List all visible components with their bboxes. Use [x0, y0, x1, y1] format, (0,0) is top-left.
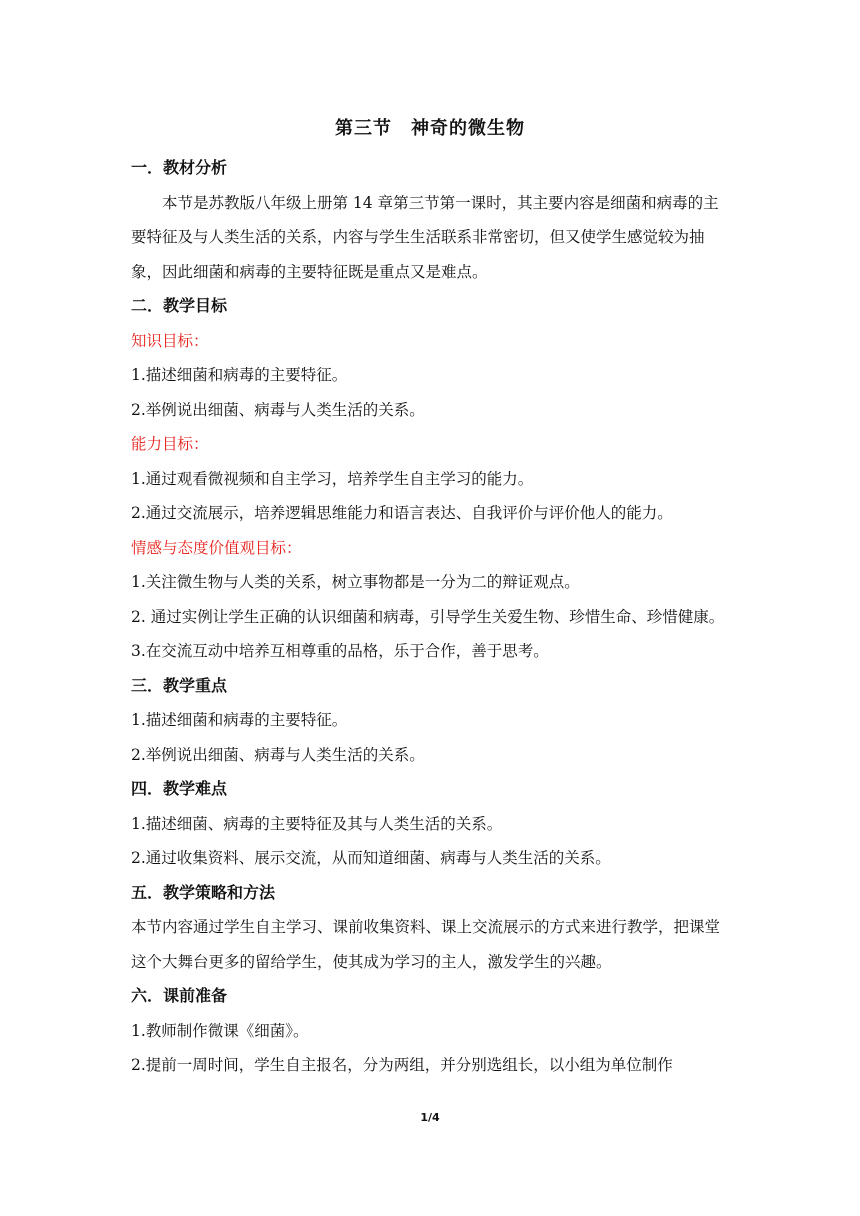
difficulty-item: 2.通过收集资料、展示交流，从而知道细菌、病毒与人类生活的关系。 [131, 849, 611, 867]
key-point-item: 1.描述细菌和病毒的主要特征。 [131, 711, 348, 729]
knowledge-objective-item: 2.举例说出细菌、病毒与人类生活的关系。 [131, 400, 425, 419]
emotion-objective-item: 3.在交流互动中培养互相尊重的品格，乐于合作，善于思考。 [131, 642, 549, 660]
preparation-item: 1.教师制作微课《细菌》。 [131, 1021, 309, 1040]
section-heading-key-points: 三．教学重点 [131, 675, 228, 695]
section-heading-strategies: 五．教学策略和方法 [131, 882, 276, 902]
section-heading-preparation: 六．课前准备 [131, 986, 228, 1005]
emotion-objective-item: 2. 通过实例让学生正确的认识细菌和病毒，引导学生关爱生物、珍惜生命、珍惜健康。 [131, 607, 725, 626]
ability-objective-item: 2.通过交流展示，培养逻辑思维能力和语言表达、自我评价与评价他人的能力。 [131, 504, 673, 522]
document-body [131, 151, 731, 1083]
ability-objectives-label: 能力目标： [131, 435, 209, 453]
document-title: 第三节 神奇的微生物 [335, 118, 525, 139]
preparation-item: 2.提前一周时间，学生自主报名，分为两组，并分别选组长，以小组为单位制作 [131, 1056, 673, 1074]
key-point-item: 2.举例说出细菌、病毒与人类生活的关系。 [131, 745, 425, 764]
emotion-objective-item: 1.关注微生物与人类的关系，树立事物都是一分为二的辩证观点。 [131, 573, 580, 591]
emotion-objectives-label: 情感与态度价值观目标： [131, 538, 302, 557]
difficulty-item: 1.描述细菌、病毒的主要特征及其与人类生活的关系。 [131, 814, 503, 833]
section-heading-analysis: 一．教材分析 [131, 158, 228, 177]
analysis-paragraph: 本节是苏教版八年级上册第 14 章第三节第一课时，其主要内容是细菌和病毒的主要特征及与人类生活的关系，内容与学生生活联系非常密切，但又使学生感觉较为抽象，因此细菌和病毒的主要特征既是重点又是难点。 [131, 193, 719, 281]
knowledge-objectives-label: 知识目标： [131, 331, 209, 350]
page-number: 1/4 [420, 1111, 440, 1124]
section-heading-objectives: 二．教学目标 [131, 296, 228, 315]
knowledge-objective-item: 1.描述细菌和病毒的主要特征。 [131, 366, 348, 384]
section-heading-difficulties: 四．教学难点 [131, 779, 228, 798]
ability-objective-item: 1.通过观看微视频和自主学习，培养学生自主学习的能力。 [131, 469, 534, 488]
strategies-paragraph: 本节内容通过学生自主学习、课前收集资料、课上交流展示的方式来进行教学，把课堂这个大舞台更多的留给学生，使其成为学习的主人，激发学生的兴趣。 [131, 918, 721, 971]
